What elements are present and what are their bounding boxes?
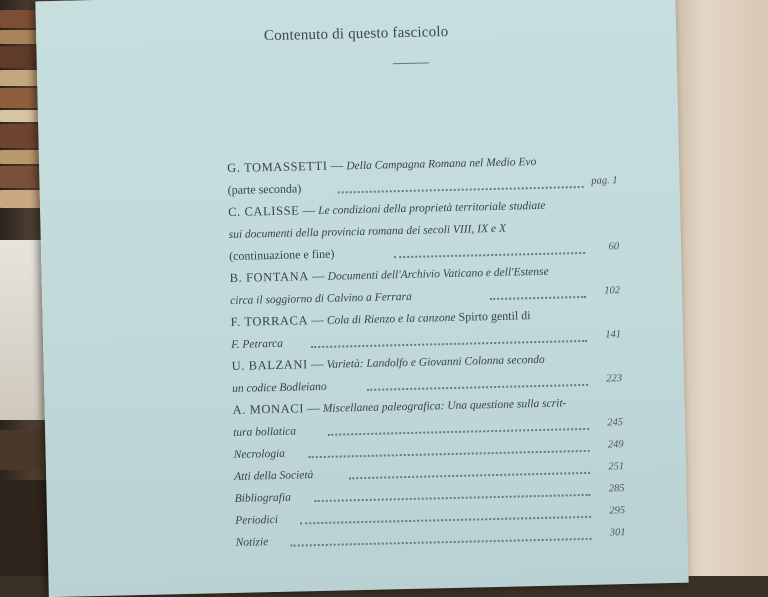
toc-page-number: 285	[608, 483, 625, 495]
toc-title: Cola di Rienzo e la canzone	[326, 311, 456, 327]
toc-author: U. BALZANI	[231, 357, 308, 373]
toc-title: Una questione sulla scrit-	[444, 397, 567, 413]
toc-page-number: 249	[607, 439, 624, 451]
leader-dots	[328, 426, 589, 436]
toc-title: Notizie	[235, 536, 269, 549]
leader-dots	[311, 338, 587, 348]
toc-title: sui documenti della provincia romana dei secoli VIII, IX e X	[228, 222, 507, 242]
heading-rule	[393, 62, 429, 64]
table-of-contents	[227, 148, 626, 553]
leader-dots	[394, 250, 585, 258]
page-heading: Contenuto di questo fascicolo	[263, 23, 449, 45]
toc-page-number: 102	[604, 285, 621, 297]
toc-title: F. Petrarca	[231, 337, 284, 351]
toc-page-number: 223	[606, 373, 623, 385]
toc-title: Varietà: Landolfo e Giovanni Colonna secondo	[326, 353, 545, 371]
toc-separator: —	[307, 356, 327, 372]
toc-separator: —	[308, 268, 328, 284]
toc-author: A. MONACI	[232, 401, 305, 417]
toc-title: circa il soggiorno di Calvino a Ferrara	[230, 290, 412, 307]
toc-text: Spirto gentil di	[455, 308, 531, 324]
leader-dots	[367, 382, 588, 391]
toc-text: (continuazione e fine)	[228, 246, 335, 264]
leader-dots	[315, 492, 591, 502]
book-page	[35, 0, 688, 597]
toc-author: C. CALISSE	[227, 203, 300, 220]
leader-dots	[349, 470, 590, 479]
toc-separator: —	[307, 312, 328, 328]
toc-author: G. TOMASSETTI	[226, 158, 328, 176]
toc-title: Miscellanea paleografica:	[322, 400, 445, 415]
toc-text: (parte seconda)	[227, 181, 302, 198]
toc-separator: —	[303, 400, 323, 416]
toc-page-number: 251	[608, 461, 625, 473]
toc-title: Periodici	[235, 513, 279, 527]
toc-page-number: 295	[609, 505, 626, 517]
toc-separator: —	[327, 158, 347, 173]
toc-title: Bibliografia	[234, 491, 292, 505]
toc-title: Le condizioni della proprietà territoriale studiate	[318, 199, 546, 217]
leader-dots	[338, 184, 584, 194]
toc-page-number: 301	[609, 527, 626, 539]
toc-title: Atti della Società	[234, 469, 314, 483]
toc-author: B. FONTANA	[229, 269, 310, 285]
toc-author: F. TORRACA	[230, 313, 309, 329]
leader-dots	[490, 294, 586, 300]
toc-separator: —	[299, 202, 319, 218]
toc-title: Della Campagna Romana nel Medio Evo	[346, 156, 537, 173]
toc-page-number: 141	[605, 329, 622, 341]
toc-title: Documenti dell'Archivio Vaticano e dell'Estense	[327, 265, 549, 283]
toc-page-number: pag. 1	[591, 175, 618, 187]
toc-title: un codice Bodleiano	[232, 380, 327, 395]
toc-page-number: 245	[607, 417, 624, 429]
leader-dots	[309, 448, 590, 458]
toc-title: tura bollatica	[233, 425, 297, 439]
toc-title: Necrologia	[233, 447, 286, 461]
toc-page-number: 60	[608, 241, 620, 253]
leader-dots	[291, 536, 592, 547]
